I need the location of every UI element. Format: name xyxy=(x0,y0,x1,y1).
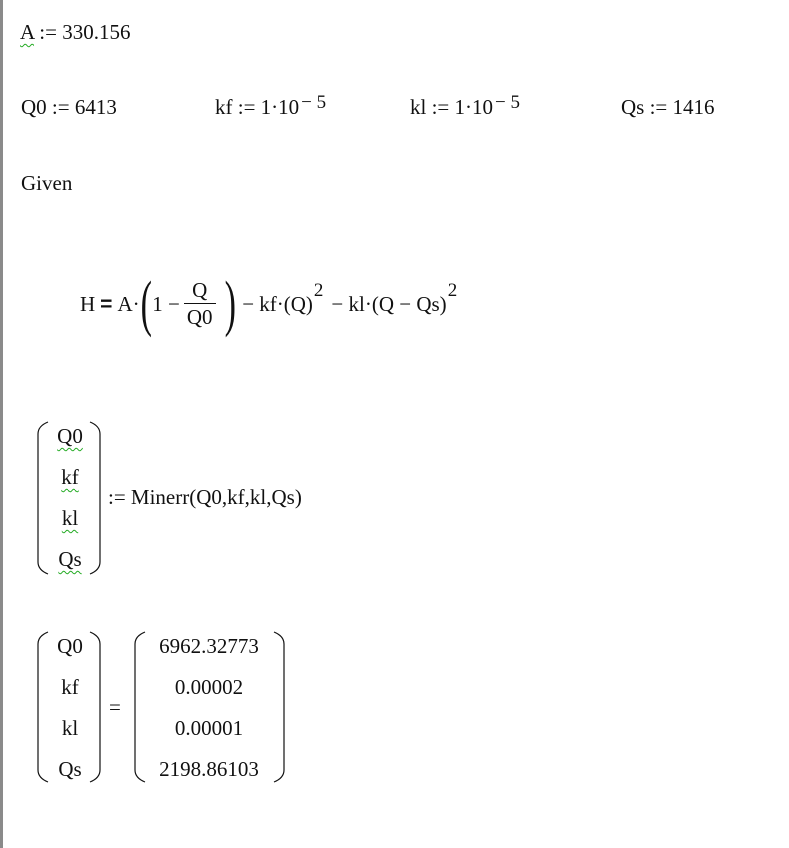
eq-kf-power: 2 xyxy=(313,279,324,301)
kf-exponent: − 5 xyxy=(301,92,327,113)
result-value-qs: 2198.86103 xyxy=(159,757,259,781)
eq-one-minus: 1 − xyxy=(152,291,180,316)
result-var-qs: Qs xyxy=(58,757,82,781)
region-minerr[interactable] xyxy=(36,420,366,578)
given-keyword: Given xyxy=(21,171,73,195)
eq-right-paren: ) xyxy=(224,270,236,338)
qs-definition-text: Qs := 1416 xyxy=(621,95,715,119)
region-kl-definition[interactable] xyxy=(410,92,520,119)
result-right-bracket xyxy=(88,630,102,784)
result-value-kl: 0.00001 xyxy=(174,716,244,740)
minerr-var-qs: Qs xyxy=(58,547,82,571)
a-assign-value: := 330.156 xyxy=(34,20,131,44)
eq-bold-equals: = xyxy=(100,292,113,316)
result-values-right-bracket xyxy=(272,630,286,784)
result-left-bracket xyxy=(36,630,50,784)
eq-a-term: A· xyxy=(117,291,140,316)
minerr-var-kl: kl xyxy=(61,506,79,530)
minerr-left-bracket xyxy=(36,420,50,576)
eq-denominator: Q0 xyxy=(186,305,213,329)
result-var-kl: kl xyxy=(61,716,79,740)
result-values-left-bracket xyxy=(133,630,147,784)
region-q0-definition[interactable] xyxy=(21,97,117,118)
eq-lhs: H xyxy=(80,291,96,316)
variable-a: A xyxy=(20,20,35,44)
q0-definition-text: Q0 := 6413 xyxy=(21,95,117,119)
minerr-right-bracket xyxy=(88,420,102,576)
eq-kf-term: − kf·(Q) xyxy=(242,291,313,316)
eq-fraction xyxy=(184,280,216,328)
region-result[interactable] xyxy=(36,630,296,786)
kl-exponent: − 5 xyxy=(495,92,520,113)
result-var-kf: kf xyxy=(61,675,79,699)
region-given[interactable] xyxy=(21,173,72,194)
region-constraint-equation[interactable] xyxy=(80,268,457,340)
eq-numerator: Q xyxy=(184,280,216,304)
region-qs-definition[interactable] xyxy=(621,97,715,118)
eq-kl-term: − kl·(Q − Qs) xyxy=(331,291,447,316)
region-a-definition[interactable] xyxy=(20,22,130,43)
result-value-q0: 6962.32773 xyxy=(159,634,259,658)
minerr-var-q0: Q0 xyxy=(57,424,83,448)
region-kf-definition[interactable] xyxy=(215,92,327,119)
result-equals: = xyxy=(109,695,121,719)
eq-left-paren: ( xyxy=(140,270,152,338)
eq-kl-power: 2 xyxy=(447,279,458,301)
result-value-kf: 0.00002 xyxy=(174,675,244,699)
kf-definition-text: kf := 1·10 xyxy=(215,95,300,119)
kl-definition-text: kl := 1·10 xyxy=(410,95,494,119)
worksheet-left-border xyxy=(0,0,3,848)
minerr-call: := Minerr(Q0,kf,kl,Qs) xyxy=(108,485,302,509)
minerr-var-kf: kf xyxy=(61,465,79,489)
result-var-q0: Q0 xyxy=(57,634,83,658)
